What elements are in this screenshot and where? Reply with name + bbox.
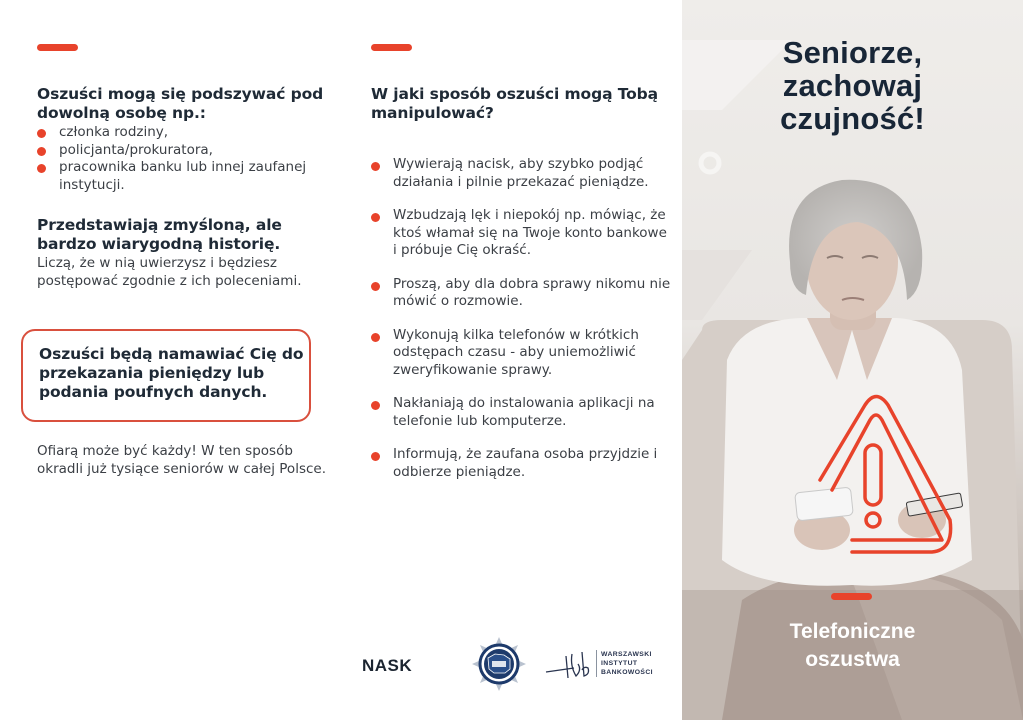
accent-dash	[37, 44, 78, 51]
list-item: Proszą, aby dla dobra sprawy nikomu nie mówić o rozmowie.	[371, 276, 671, 311]
panel-middle	[338, 0, 682, 720]
impersonation-heading: Oszuści mogą się podszywać pod dowolną osobę np.:	[37, 85, 324, 122]
callout-text: Oszuści będą namawiać Cię do przekazania pieniędzy lub podania poufnych danych.	[39, 345, 304, 401]
list-item: członka rodziny,	[37, 124, 327, 142]
list-item: Informują, że zaufana osoba przyjdzie i odbierze pieniądze.	[371, 446, 671, 481]
cover-subtitle: Telefoniczne oszustwa	[789, 620, 916, 671]
story-heading: Przedstawiają zmyśloną, ale bardzo wiarygodną historię.	[37, 216, 282, 253]
panel-left	[0, 0, 338, 720]
list-item: pracownika banku lub innej zaufanej instytucji.	[37, 159, 327, 194]
partner-logos	[338, 630, 682, 700]
cover-title: Seniorze, zachowaj czujność!	[780, 35, 925, 136]
accent-dash	[371, 44, 412, 51]
manipulation-heading: W jaki sposób oszuści mogą Tobą manipulować?	[371, 85, 659, 122]
bullet-icon	[371, 162, 380, 171]
bullet-icon	[371, 333, 380, 342]
impersonation-list	[37, 124, 327, 194]
bullet-icon	[371, 213, 380, 222]
closing-text: Ofiarą może być każdy! W ten sposób okradli już tysiące seniorów w całej Polsce.	[37, 443, 326, 477]
panel-cover	[682, 0, 1023, 720]
bullet-icon	[371, 282, 380, 291]
list-item: Wykonują kilka telefonów w krótkich odstępach czasu - aby uniemożliwić zweryfikowanie sprawy.	[371, 327, 671, 380]
nask-logo: NASK	[362, 656, 413, 675]
list-item: policjanta/prokuratora,	[37, 142, 327, 160]
wib-logo: WARSZAWSKI INSTYTUT BANKOWOŚCI	[544, 644, 664, 688]
accent-dash	[831, 593, 872, 600]
list-item: Wzbudzają lęk i niepokój np. mówiąc, że ktoś włamał się na Twoje konto bankowe i próbuje Cię okraść.	[371, 207, 671, 260]
bullet-icon	[37, 147, 46, 156]
warning-callout	[21, 329, 311, 422]
bullet-icon	[37, 129, 46, 138]
list-item: Nakłaniają do instalowania aplikacji na telefonie lub komputerze.	[371, 395, 671, 430]
story-text: Liczą, że w nią uwierzysz i będziesz postępować zgodnie z ich poleceniami.	[37, 255, 302, 289]
cbzc-badge-icon	[471, 636, 527, 692]
bullet-icon	[37, 164, 46, 173]
list-item: Wywierają nacisk, aby szybko podjąć działania i pilnie przekazać pieniądze.	[371, 156, 671, 191]
bullet-icon	[371, 452, 380, 461]
tactics-list	[371, 156, 671, 497]
wib-signature-icon	[544, 644, 596, 688]
bullet-icon	[371, 401, 380, 410]
